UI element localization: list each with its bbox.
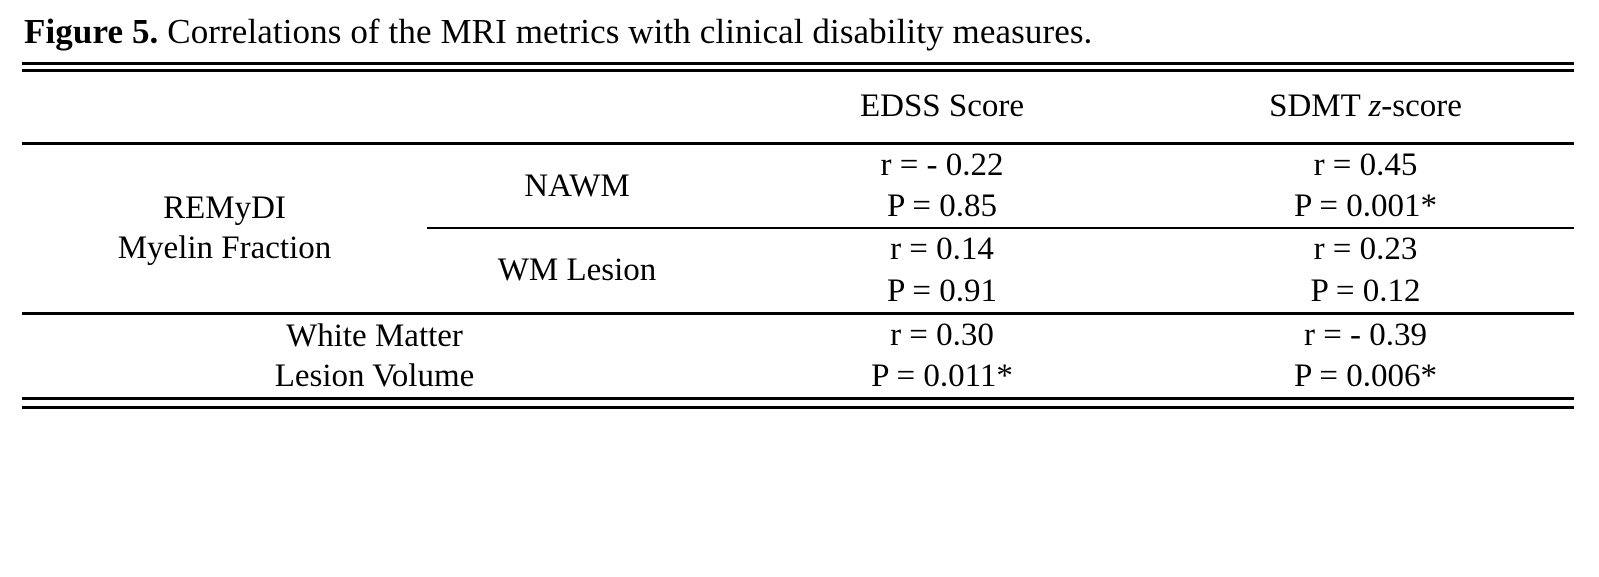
figure-caption <box>22 10 1577 54</box>
header-sdmt-italic: z <box>1368 88 1382 125</box>
header-sdmt-suffix: -score <box>1381 88 1462 125</box>
table-top-rule <box>22 63 1574 70</box>
table-bottom-rule-2 <box>22 408 1574 410</box>
cell-wmlv-edss-r: r = 0.30 <box>890 316 994 353</box>
cell-wmlesion-sdmt-p: P = 0.12 <box>1310 272 1421 309</box>
cell-wmlv-edss <box>727 315 1157 399</box>
header-blank-1 <box>22 70 427 143</box>
header-edss: EDSS Score <box>859 88 1025 125</box>
cell-nawm-edss <box>727 145 1157 229</box>
table-bottom-rule <box>22 399 1574 408</box>
cell-wmlv-sdmt-r: r = - 0.39 <box>1303 316 1428 353</box>
row-metric-remydi-line1: REMyDI <box>163 190 286 226</box>
header-sdmt-prefix: SDMT <box>1269 88 1369 125</box>
cell-wmlesion-edss-r: r = 0.14 <box>890 231 994 268</box>
row-metric-wm-lesion-volume <box>22 315 727 399</box>
row-region-wm-lesion: WM Lesion <box>497 252 657 288</box>
cell-wmlesion-sdmt-r: r = 0.23 <box>1313 231 1418 268</box>
cell-wmlesion-edss <box>727 229 1157 313</box>
cell-wmlesion-sdmt <box>1157 229 1574 313</box>
row-region-nawm: NAWM <box>524 167 630 204</box>
cell-wmlv-sdmt <box>1157 315 1574 399</box>
table-row <box>22 145 1574 229</box>
header-sdmt <box>1157 70 1574 143</box>
header-blank-2 <box>427 70 727 143</box>
row-metric-remydi <box>22 145 427 314</box>
table-header-row <box>22 70 1574 143</box>
cell-wmlesion-edss-p: P = 0.91 <box>887 272 997 309</box>
cell-nawm-edss-r: r = - 0.22 <box>880 146 1004 183</box>
cell-wmlv-edss-p: P = 0.011* <box>871 358 1013 394</box>
cell-nawm-sdmt-r: r = 0.45 <box>1313 146 1418 183</box>
cell-nawm-sdmt <box>1157 145 1574 229</box>
row-metric-wmlv-line1: White Matter <box>286 317 463 354</box>
cell-nawm-edss-p: P = 0.85 <box>887 188 997 224</box>
table-row <box>22 315 1574 399</box>
correlations-table <box>22 62 1574 410</box>
row-metric-remydi-line2: Myelin Fraction <box>117 230 332 267</box>
cell-wmlv-sdmt-p: P = 0.006* <box>1294 358 1437 394</box>
cell-nawm-sdmt-p: P = 0.001* <box>1294 188 1437 224</box>
figure-caption-label: Figure 5. <box>24 12 159 51</box>
row-metric-wmlv-line2: Lesion Volume <box>274 358 475 394</box>
figure-caption-text: Correlations of the MRI metrics with clinical disability measures. <box>158 12 1093 51</box>
